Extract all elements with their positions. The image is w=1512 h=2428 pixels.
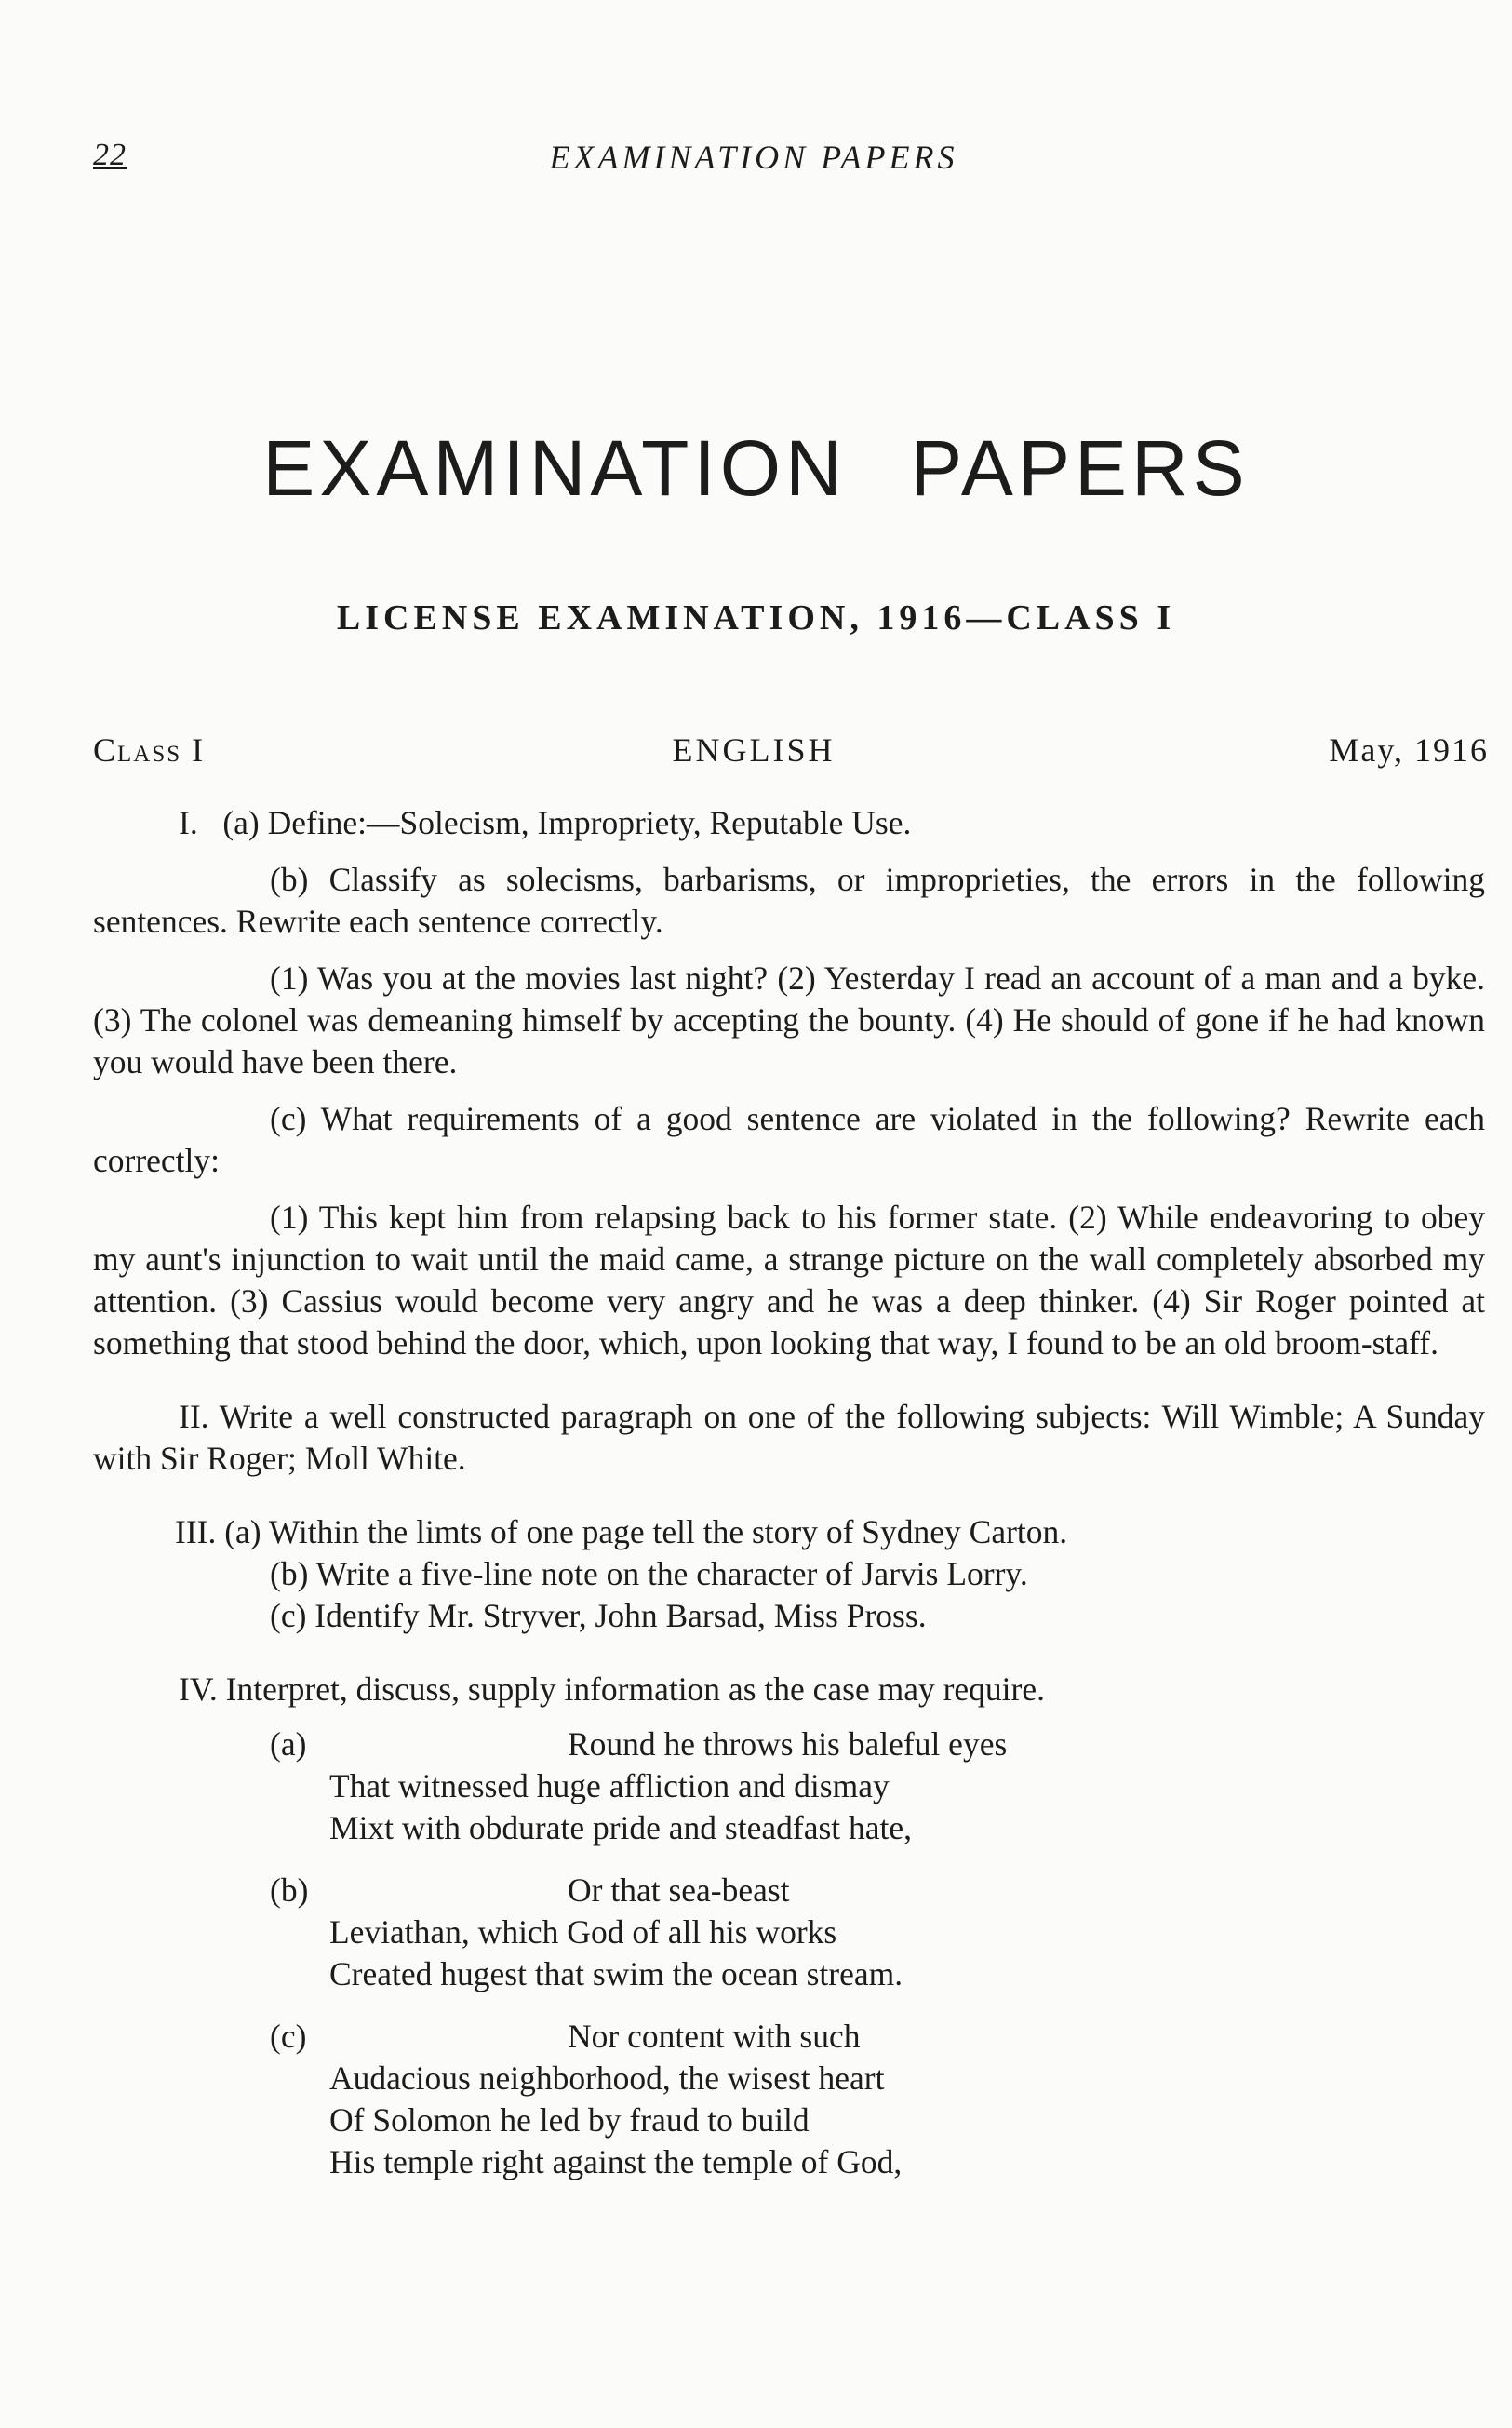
- poem-line: That witnessed huge affliction and dismay: [329, 1767, 890, 1804]
- poem-line: Of Solomon he led by fraud to build: [329, 2101, 810, 2139]
- question-2: II. Write a well constructed paragraph on one of the following subjects: Will Wimble; A Sunday with Sir Roger; Moll White.: [93, 1398, 1485, 1477]
- question-1c: (c) What requirements of a good sentence are violated in the following? Rewrite each correctly:: [93, 1100, 1485, 1179]
- poem-passage: [270, 1724, 1485, 1849]
- question-3a: III. (a) Within the limts of one page tell the story of Sydney Carton.: [175, 1513, 1068, 1550]
- poem-passages: [93, 1724, 1485, 2183]
- poem-label: (b): [270, 1871, 309, 1909]
- poem-passage: [270, 1870, 1485, 1995]
- question-1b-sentences: (1) Was you at the movies last night? (2) Yesterday I read an account of a man and a byke. (3) The colonel was demeaning himself by accepting the bounty. (4) He should of gone if he had known you would have been there.: [93, 959, 1485, 1080]
- class-line: [93, 731, 1489, 777]
- poem-line: Leviathan, which God of all his works: [329, 1913, 837, 1951]
- question-3: [93, 1511, 1485, 1637]
- poem-line: Nor content with such: [568, 2018, 861, 2055]
- poem-line: Mixt with obdurate pride and steadfast hate,: [329, 1809, 912, 1846]
- running-head: [93, 138, 1414, 184]
- question-3b: (b) Write a five-line note on the character of Jarvis Lorry.: [270, 1555, 1028, 1592]
- question-1b: (b) Classify as solecisms, barbarisms, or improprieties, the errors in the following sentences. Rewrite each sentence correctly.: [93, 861, 1485, 940]
- question-4: [93, 1669, 1485, 2183]
- exam-subtitle: LICENSE EXAMINATION, 1916—CLASS I: [336, 598, 1176, 637]
- exam-body: [93, 802, 1485, 2204]
- page-number: 22: [93, 138, 127, 172]
- poem-line: His temple right against the temple of God,: [329, 2143, 903, 2180]
- exam-date: May, 1916: [1329, 731, 1489, 769]
- poem-line: Audacious neighborhood, the wisest heart: [329, 2059, 885, 2097]
- running-title: EXAMINATION PAPERS: [549, 139, 958, 176]
- poem-line: Or that sea-beast: [568, 1871, 790, 1909]
- question-1a: I. (a) Define:—Solecism, Impropriety, Reputable Use.: [179, 804, 912, 841]
- poem-line: Round he throws his baleful eyes: [568, 1725, 1008, 1763]
- question-1c-sentences: (1) This kept him from relapsing back to his former state. (2) While endeavoring to obey my aunt's injunction to wait until the maid came, a strange picture on the wall completely absorbed my attention. (3) Cassius would become very angry and he was a deep thinker. (4) Sir Roger pointed at something that stood behind the door, which, upon looking that way, I found to be an old broom-staff.: [93, 1199, 1485, 1362]
- question-4-intro: IV. Interpret, discuss, supply information as the case may require.: [179, 1670, 1045, 1708]
- question-3c: (c) Identify Mr. Stryver, John Barsad, Miss Pross.: [270, 1597, 927, 1634]
- subject-label: ENGLISH: [672, 731, 836, 769]
- poem-label: (a): [270, 1725, 307, 1763]
- main-title: EXAMINATION PAPERS: [262, 424, 1250, 512]
- class-label: Class I: [93, 731, 206, 769]
- poem-passage: [270, 2016, 1485, 2183]
- poem-line: Created hugest that swim the ocean stream.: [329, 1955, 903, 1992]
- poem-label: (c): [270, 2018, 307, 2055]
